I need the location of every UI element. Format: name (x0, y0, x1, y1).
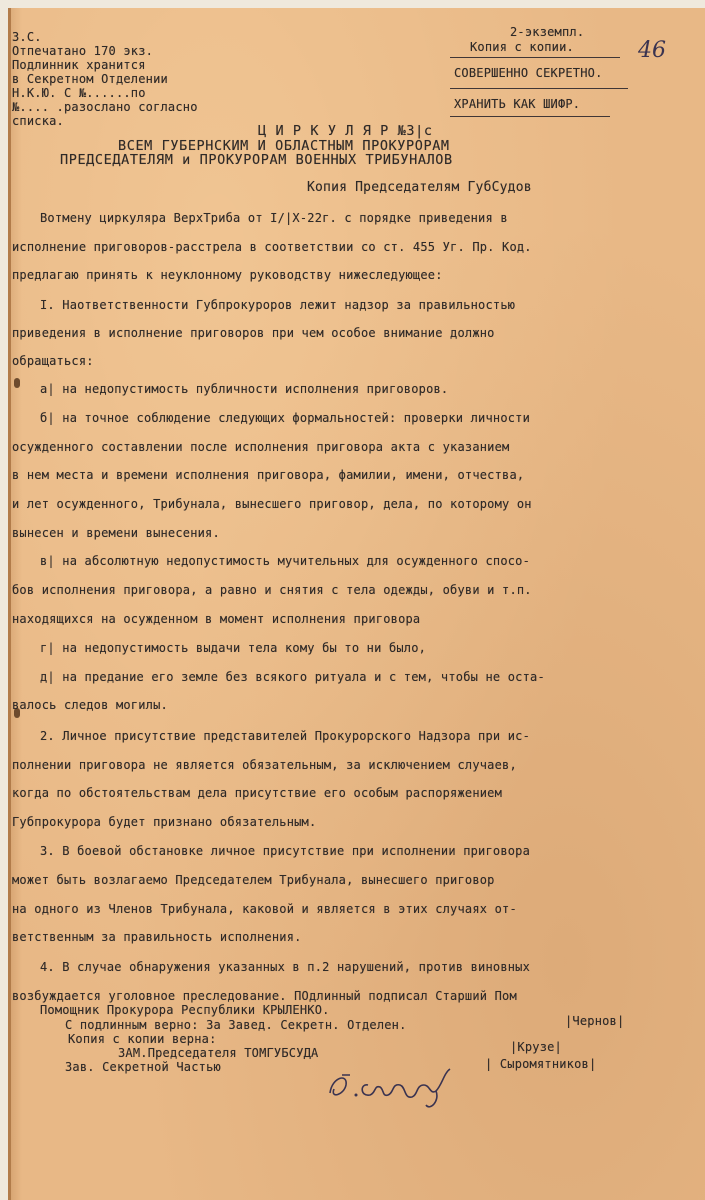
body-line: приведения в исполнение приговоров при чем особое внимание должно (12, 326, 495, 340)
binding-hole (14, 378, 20, 388)
body-line: I. Наответственности Губпрокуроров лежит надзор за правильностью (40, 298, 516, 312)
body-line: может быть возлагаемо Председателем Трибунала, вынесшего приговор (12, 873, 495, 887)
body-line: обращаться: (12, 354, 94, 368)
verified-line: С подлинным верно: За Завед. Секретн. Отделен. (65, 1018, 407, 1032)
body-line: когда по обстоятельствам дела присутствие его особым распоряжением (12, 786, 503, 800)
header-left-line: списка. (12, 114, 64, 128)
header-left-line: Отпечатано 170 экз. (12, 44, 154, 58)
copy-count: 2-экземпл. (510, 25, 585, 39)
deputy-signer: |Крузе| (510, 1040, 562, 1054)
deputy-title: ЗАМ.Председателя ТОМГУБСУДА (118, 1046, 319, 1060)
header-left-line: №.... .разослано согласно (12, 100, 198, 114)
body-line: Вотмену циркуляра ВерхТриба от I/|X-22г. с порядке приведения в (40, 211, 508, 225)
body-line: и лет осужденного, Трибунала, вынесшего приговор, дела, по которому он (12, 497, 532, 511)
body-line: 2. Личное присутствие представителей Прокурорского Надзора при ис- (40, 729, 531, 743)
underline (450, 116, 610, 117)
body-line: б| на точное соблюдение следующих формальностей: проверки личности (40, 411, 531, 425)
body-line: Губпрокурора будет признано обязательным. (12, 815, 317, 829)
body-line: ветственным за правильность исполнения. (12, 930, 302, 944)
body-line: исполнение приговоров-расстрела в соответствии со ст. 455 Уг. Пр. Код. (12, 240, 532, 254)
body-line: д| на предание его земле без всякого ритуала и с тем, чтобы не оста- (40, 670, 545, 684)
body-line: валось следов могилы. (12, 698, 168, 712)
classification: СОВЕРШЕННО СЕКРЕТНО. (454, 66, 603, 80)
body-line: 4. В случае обнаружения указанных в п.2 нарушений, против виновных (40, 960, 531, 974)
body-line: полнении приговора не является обязательным, за исключением случаев, (12, 758, 517, 772)
body-line: а| на недопустимость публичности исполнения приговоров. (40, 382, 449, 396)
header-left-line: Подлинник хранится (12, 58, 146, 72)
copy-verified-line: Копия с копии верна: (68, 1032, 217, 1046)
header-left-line: в Секретном Отделении (12, 72, 168, 86)
header-left-line: З.С. (12, 30, 42, 44)
head-signer: | Сыромятников| (485, 1057, 597, 1071)
body-line: в нем места и времени исполнения приговора, фамилии, имени, отчества, (12, 468, 525, 482)
head-title: Зав. Секретной Частью (65, 1060, 221, 1074)
body-line: в| на абсолютную недопустимость мучительных для осужденного спосо- (40, 554, 531, 568)
storage-note: ХРАНИТЬ КАК ШИФР. (454, 97, 581, 111)
copy-note: Копия с копии. (470, 40, 574, 54)
body-line: находящихся на осужденном в момент исполнения приговора (12, 612, 421, 626)
body-line: бов исполнения приговора, а равно и снятия с тела одежды, обуви и т.п. (12, 583, 532, 597)
header-left-line: Н.К.Ю. С №......по (12, 86, 146, 100)
body-line: Помощник Прокурора Республики КРЫЛЕНКО. (40, 1003, 330, 1017)
verified-signer: |Чернов| (565, 1014, 625, 1028)
archive-page-number: 46 (638, 38, 666, 63)
binding-edge (8, 8, 11, 1200)
handwritten-signature (320, 1055, 480, 1115)
body-line: на одного из Членов Трибунала, каковой и является в этих случаях от- (12, 902, 517, 916)
addressee-line: ПРЕДСЕДАТЕЛЯМ и ПРОКУРОРАМ ВОЕННЫХ ТРИБУНАЛОВ (60, 152, 453, 168)
underline (450, 57, 620, 58)
body-line: возбуждается уголовное преследование. ПОдлинный подписал Старший Пом (12, 989, 517, 1003)
body-line: предлагаю принять к неуклонному руководству нижеследующее: (12, 268, 443, 282)
body-line: вынесен и времени вынесения. (12, 526, 220, 540)
copy-recipients: Копия Председателям ГубСудов (307, 180, 532, 195)
body-line: 3. В боевой обстановке личное присутствие при исполнении приговора (40, 844, 531, 858)
body-line: г| на недопустимость выдачи тела кому бы то ни было, (40, 641, 427, 655)
circular-number: Ц И Р К У Л Я Р №3|с (258, 123, 433, 139)
underline (450, 88, 628, 89)
addressee-line: ВСЕМ ГУБЕРНСКИМ И ОБЛАСТНЫМ ПРОКУРОРАМ (118, 138, 450, 154)
body-line: осужденного составлении после исполнения приговора акта с указанием (12, 440, 510, 454)
